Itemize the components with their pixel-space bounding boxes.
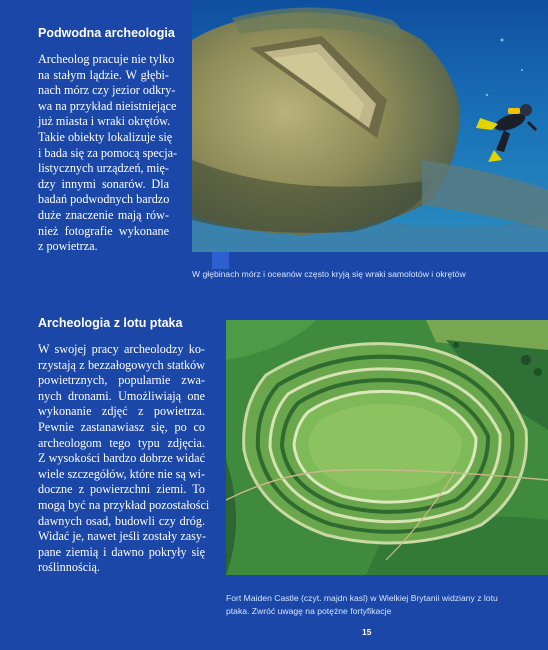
text-line: listycznych urządzeń, mię-: [38, 161, 169, 176]
text-line: Pewnie zastanawiasz się, po co: [38, 419, 205, 434]
text-line: pane ziemią i dawno pokryły się: [38, 544, 205, 559]
underwater-wreck-photo: [192, 0, 548, 252]
text-line: już miasta i wraki okrętów.: [38, 114, 171, 129]
text-line: roślinnością.: [38, 560, 100, 575]
text-line: Takie obiekty lokalizuje się: [38, 129, 173, 144]
text-line: i bada się za pomocą specja-: [38, 145, 178, 160]
text-line: dawnych osad, budowli czy dróg.: [38, 513, 205, 528]
section-body-aerial: [38, 342, 210, 576]
section-heading-aerial: Archeologia z lotu ptaka: [38, 316, 183, 330]
text-line: nież fotografie wykonane: [38, 223, 169, 238]
maiden-castle-aerial-photo: [226, 320, 548, 575]
section-heading-underwater: Podwodna archeologia: [38, 26, 175, 40]
accent-square: [212, 252, 229, 269]
text-line: powietrznych, popularnie zwa-: [38, 373, 205, 388]
wreck-photo-caption: W głębinach mórz i oceanów często kryją się wraki samolotów i okrętów: [192, 269, 466, 279]
text-line: rzystają z bezzałogowych statków: [38, 357, 205, 372]
page-number: 15: [362, 627, 372, 637]
text-line: wykonanie zdjęć z powietrza.: [38, 404, 205, 419]
text-line: badań podwodnych bardzo: [38, 192, 170, 207]
text-line: wa na przykład nieistniejące: [38, 98, 177, 113]
text-line: Widać je, nawet jeśli zostały zasy-: [38, 529, 207, 544]
text-line: nych dronami. Umożliwiają one: [38, 388, 205, 403]
text-line: W swojej pracy archeolodzy ko-: [38, 342, 205, 356]
text-line: wiele szczegółów, które nie są wi-: [38, 466, 206, 481]
text-line: na stałym lądzie. W głębi-: [38, 67, 169, 82]
text-line: doczne z powierzchni ziemi. To: [38, 482, 205, 497]
text-line: duże znaczenie mają rów-: [38, 207, 169, 222]
text-line: archeologom tego typu zdjęcia.: [38, 435, 205, 450]
text-line: Z wysokości bardzo dobrze widać: [38, 451, 205, 466]
fort-photo-caption-line1: Fort Maiden Castle (czyt. majdn kasl) w Wielkiej Brytanii widziany z lotu: [226, 593, 498, 603]
text-line: z powietrza.: [38, 239, 98, 254]
text-line: dzy innymi sonarów. Dla: [38, 176, 169, 191]
section-body-underwater: [38, 52, 178, 255]
text-line: nach mórz czy jezior odkry-: [38, 83, 176, 98]
fort-photo-caption-line2: ptaka. Zwróć uwagę na potężne fortyfikacje: [226, 606, 392, 616]
text-line: Archeolog pracuje nie tylko: [38, 52, 175, 66]
text-line: mogą być na przykład pozostałości: [38, 497, 210, 512]
